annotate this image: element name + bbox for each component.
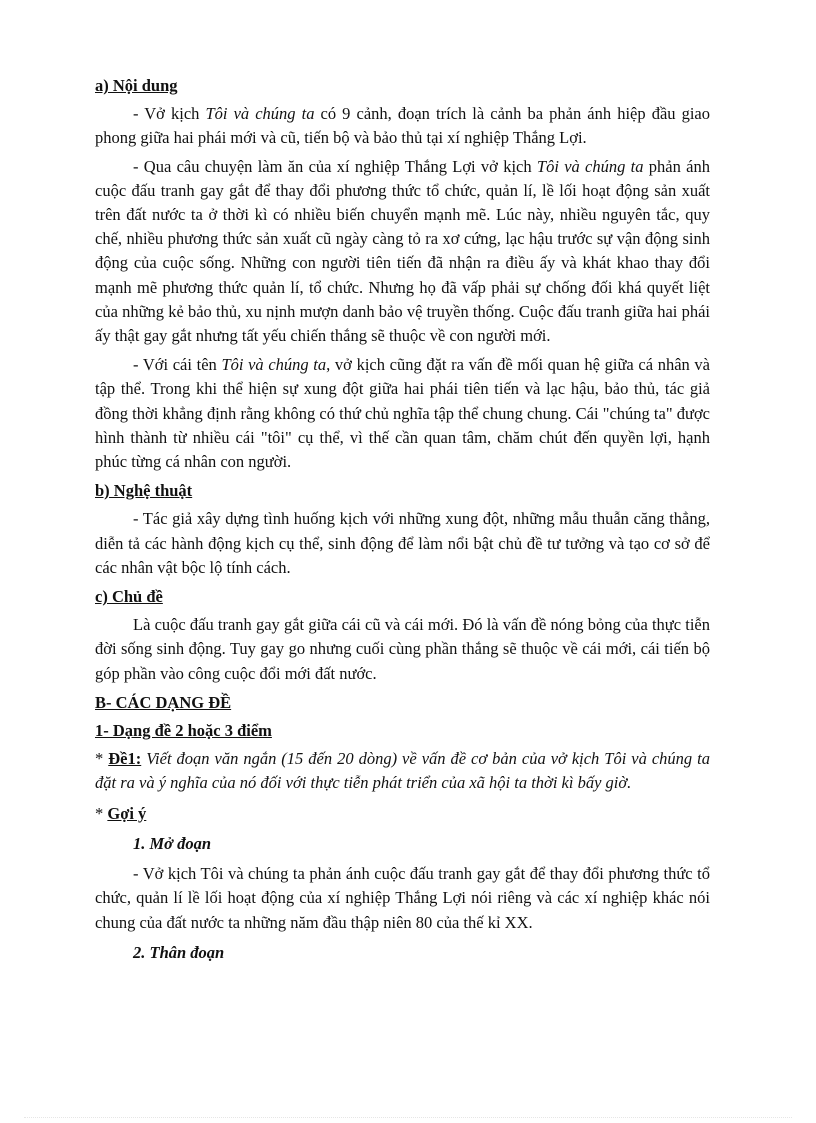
- heading-cac-dang-de: B- CÁC DẠNG ĐỀ: [95, 692, 232, 712]
- heading-noi-dung: a) Nội dung: [95, 76, 178, 95]
- paragraph-chu-de: Là cuộc đấu tranh gay gắt giữa cái cũ và cái mới. Đó là vấn đề nóng bỏng của thực tiễn đời sống sinh động. Tuy gay go nhưng cuối cùng phần thắng sẽ thuộc về cái mới, cái tiến bộ góp phần vào công cuộc đổi mới đất nước.: [95, 615, 710, 683]
- text-run: - Qua câu chuyện làm ăn của xí nghiệp Thắng Lợi vở kịch: [133, 156, 537, 176]
- heading-dang-de-2-3-diem: 1- Dạng đề 2 hoặc 3 điểm: [95, 721, 272, 741]
- subheading-than-doan: 2. Thân đoạn: [133, 942, 225, 962]
- paragraph-noi-dung-2: [95, 155, 710, 349]
- subheading-mo-doan: 1. Mở đoạn: [133, 833, 212, 853]
- paragraph-nghe-thuat: - Tác giả xây dựng tình huống kịch với những xung đột, những mẫu thuẫn căng thẳng, diễn tả các hành động kịch cụ thể, sinh động để làm nổi bật chủ đề tư tưởng và tạo cơ sở để các nhân vật bộc lộ tính cách.: [95, 509, 710, 577]
- bullet-star: *: [95, 749, 109, 769]
- paragraph-noi-dung-3: [95, 353, 710, 474]
- exercise-de-1: [95, 747, 710, 795]
- text-run: phản ánh cuộc đấu tranh gay gắt để thay đổi phương thức tổ chức, quản lí, lề lối hoạt động sản xuất trên đất nước ta ở thời kì có nhiều biến chuyển mạnh mẽ. Lúc này, nhiều nguyên tắc, quy chế, nhiều phương thức sản xuất cũ ngày càng tỏ ra xơ cứng, lạc hậu trước sự vận động sinh động của cuộc sống. Những con người tiên tiến đã nhận ra điều ấy và khát khao thay đổi mạnh mẽ phương thức quản lí, tổ chức. Nhưng họ đã vấp phải sự chống đối khá quyết liệt của những kẻ bảo thủ, xu nịnh mượn danh bảo vệ truyền thống. Cuộc đấu tranh giữa hai phái ấy thật gay gắt nhưng tất yếu chiến thắng sẽ thuộc về con người mới.: [95, 156, 710, 346]
- text-run: - Vở kịch: [133, 104, 206, 124]
- exercise-label: Đề1:: [108, 749, 142, 769]
- document-page: [95, 70, 710, 971]
- hint-label: Gợi ý: [107, 803, 147, 823]
- exercise-prompt: Viết đoạn văn ngắn (15 đến 20 dòng) về vấn đề cơ bản của vở kịch Tôi và chúng ta đặt ra và ý nghĩa của nó đối với thực tiễn phát triển của xã hội ta thời kì bấy giờ.: [95, 749, 710, 793]
- text-run: , vở kịch cũng đặt ra vấn đề mối quan hệ giữa cá nhân và tập thể. Trong khi thể hiện sự xung đột giữa hai phái tiên tiến và lạc hậu, bảo thủ, tác giả đồng thời khẳng định rằng không có thứ chủ nghĩa tập thể chung chung. Cái "chúng ta" được hình thành từ nhiều cái "tôi" cụ thể, vì thế cần quan tâm, chăm chút đến quyền lợi, hạnh phúc từng cá nhân con người.: [95, 355, 710, 472]
- heading-nghe-thuat: b) Nghệ thuật: [95, 481, 193, 501]
- hint-heading: [95, 802, 710, 826]
- text-run: có 9 cảnh, đoạn trích là cảnh ba phản ánh hiệp đầu giao phong giữa hai phái mới và cũ, tiến bộ và bảo thủ tại xí nghiệp Thắng Lợi.: [95, 104, 710, 148]
- bullet-star: *: [95, 803, 108, 823]
- page-bottom-divider: [24, 1117, 792, 1118]
- paragraph-mo-doan: - Vở kịch Tôi và chúng ta phản ánh cuộc đấu tranh gay gắt để thay đổi phương thức tổ chức, quản lí lề lối hoạt động của xí nghiệp Thắng Lợi nói riêng và các xí nghiệp khác nói chung của đất nước ta những năm đầu thập niên 80 của thế kỉ XX.: [95, 864, 710, 932]
- paragraph-noi-dung-1: [95, 102, 710, 150]
- play-title: Tôi và chúng ta: [221, 355, 327, 375]
- text-run: - Với cái tên: [133, 355, 222, 375]
- play-title: Tôi và chúng ta: [536, 156, 644, 176]
- play-title: Tôi và chúng ta: [205, 104, 315, 124]
- heading-chu-de: c) Chủ đề: [95, 587, 163, 607]
